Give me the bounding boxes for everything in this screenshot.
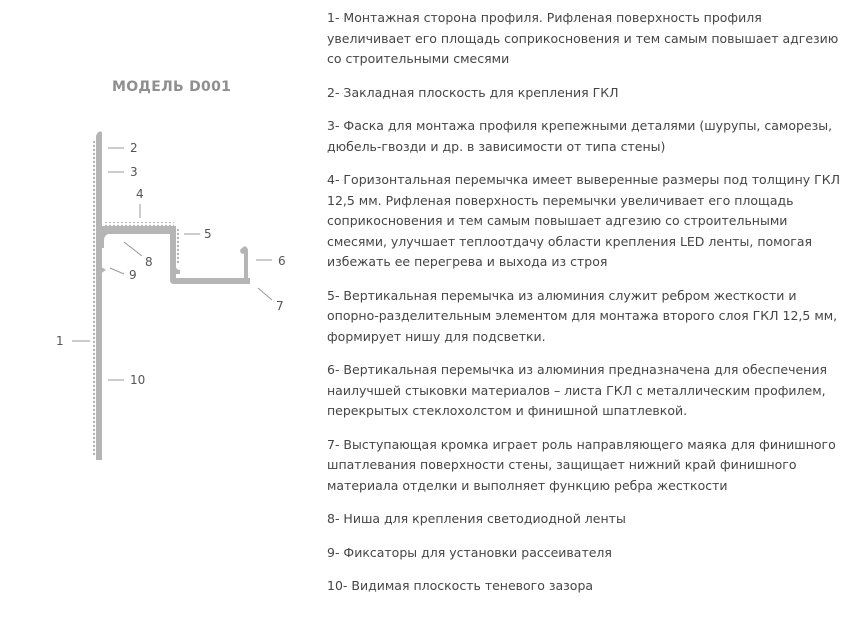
description-item-3: 3- Фаска для монтажа профиля крепежными деталями (шурупы, саморезы, дюбель-гвозди и др. в зависимости от типа стены): [327, 118, 833, 154]
description-list: [327, 8, 842, 610]
callout-2: 2: [130, 141, 138, 155]
description-item-5: 5- Вертикальная перемычка из алюминия служит ребром жесткости и опорно-разделительным элементом для монтажа второго слоя ГКЛ 12,5 мм, формирует нишу для подсветки.: [327, 287, 838, 344]
description-item-6: 6- Вертикальная перемычка из алюминия предназначена для обеспечения наилучшей стыковки материалов – листа ГКЛ с металлическим профилем, перекрытых стеклохолстом и финишной шпатлевкой.: [327, 362, 827, 418]
profile-bottom-channel: [170, 268, 250, 284]
callout-9: 9: [129, 268, 137, 282]
callout-3: 3: [130, 165, 138, 179]
leader-7: [258, 288, 272, 300]
description-item-4: 4- Горизонтальная перемычка имеет выверенные размеры под толщину ГКЛ 12,5 мм. Рифленая поверхность перемычки увеличивает его площадь соприкосновения и тем самым повышает адгезию со строительными смесями, улучшает теплоотдачу области крепления LED ленты, помогая избежать ее перегрева и выхода из строя: [327, 172, 841, 269]
bridge-ribs: [176, 228, 179, 264]
callout-1: 1: [56, 334, 64, 348]
callout-4: 4: [136, 187, 144, 201]
description-item-2: 2- Закладная плоскость для крепления ГКЛ: [327, 84, 619, 100]
callout-8: 8: [145, 255, 153, 269]
model-title: МОДЕЛЬ D001: [112, 79, 232, 95]
description-item-8: 8- Ниша для крепления светодиодной ленты: [327, 511, 626, 526]
callout-5: 5: [204, 227, 212, 241]
description-item-1: 1- Монтажная сторона профиля. Рифленая поверхность профиля увеличивает его площадь соприкосновения и тем самым повышает адгезию со строительными смесями: [327, 10, 839, 66]
description-item-9: 9- Фиксаторы для установки рассеивателя: [327, 544, 612, 560]
profile-diagram: [0, 0, 320, 625]
profile-vertical-wall: [96, 132, 102, 461]
profile-shelf: [100, 226, 174, 248]
leader-9: [110, 268, 124, 274]
callout-7: 7: [276, 299, 284, 313]
profile-fixator: [100, 266, 106, 274]
callout-10: 10: [130, 373, 146, 387]
description-item-7: 7- Выступающая кромка играет роль направляющего маяка для финишного шпатлевания поверхности стены, защищает нижний край финишного материала отделки и выполняет функцию ребра жесткости: [327, 436, 836, 493]
leader-8: [124, 242, 142, 256]
profile-right-lip: [240, 246, 248, 280]
wall-ribs: [93, 140, 96, 456]
callout-6: 6: [278, 254, 286, 268]
shelf-ribs: [104, 222, 174, 226]
description-item-10: 10- Видимая плоскость теневого зазора: [327, 578, 594, 593]
